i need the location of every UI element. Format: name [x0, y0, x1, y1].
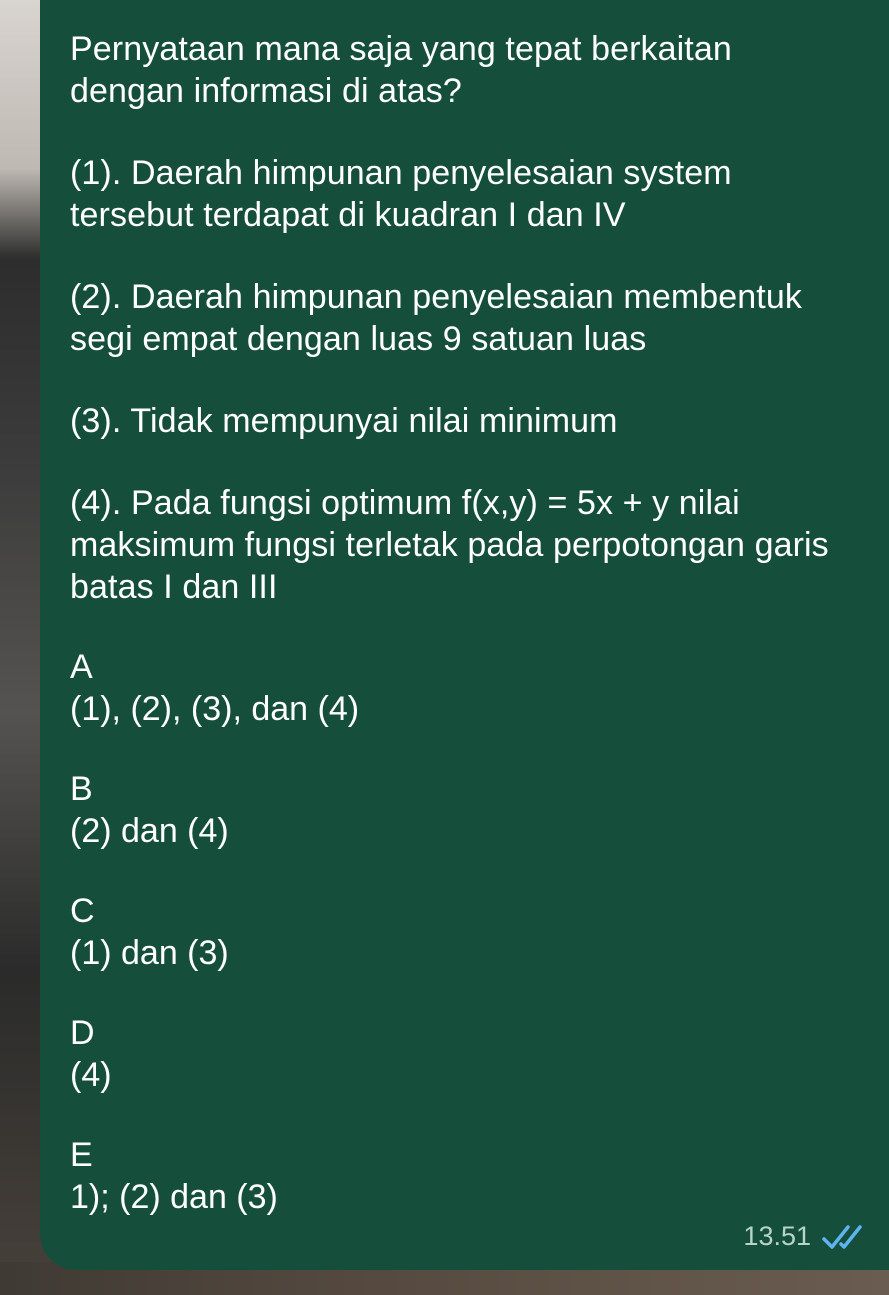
message-bubble[interactable] [40, 0, 889, 1270]
statement-4: (4). Pada fungsi optimum f(x,y) = 5x + y nilai maksimum fungsi terletak pada perpotongan garis batas I dan III [70, 484, 829, 606]
message-time: 13.51 [743, 1221, 811, 1251]
option-letter: C [70, 892, 95, 930]
statement-1: (1). Daerah himpunan penyelesaian system tersebut terdapat di kuadran I dan IV [70, 154, 732, 234]
option-text: 1); (2) dan (3) [70, 1178, 278, 1216]
message-meta [743, 1221, 869, 1252]
option-letter: E [70, 1136, 93, 1174]
question-text: Pernyataan mana saja yang tepat berkaitan dengan informasi di atas? [70, 30, 732, 110]
option-text: (4) [70, 1056, 112, 1094]
statement-3: (3). Tidak mempunyai nilai minimum [70, 402, 618, 440]
option-b [70, 768, 889, 852]
option-text: (1) dan (3) [70, 934, 229, 972]
option-e [70, 1134, 889, 1218]
double-check-read-icon [821, 1222, 869, 1252]
option-letter: A [70, 648, 93, 686]
option-text: (1), (2), (3), dan (4) [70, 690, 360, 728]
option-letter: B [70, 770, 93, 808]
option-a [70, 646, 889, 730]
option-letter: D [70, 1014, 95, 1052]
option-c [70, 890, 889, 974]
statement-2: (2). Daerah himpunan penyelesaian membentuk segi empat dengan luas 9 satuan luas [70, 278, 802, 358]
option-d [70, 1012, 889, 1096]
option-text: (2) dan (4) [70, 812, 229, 850]
